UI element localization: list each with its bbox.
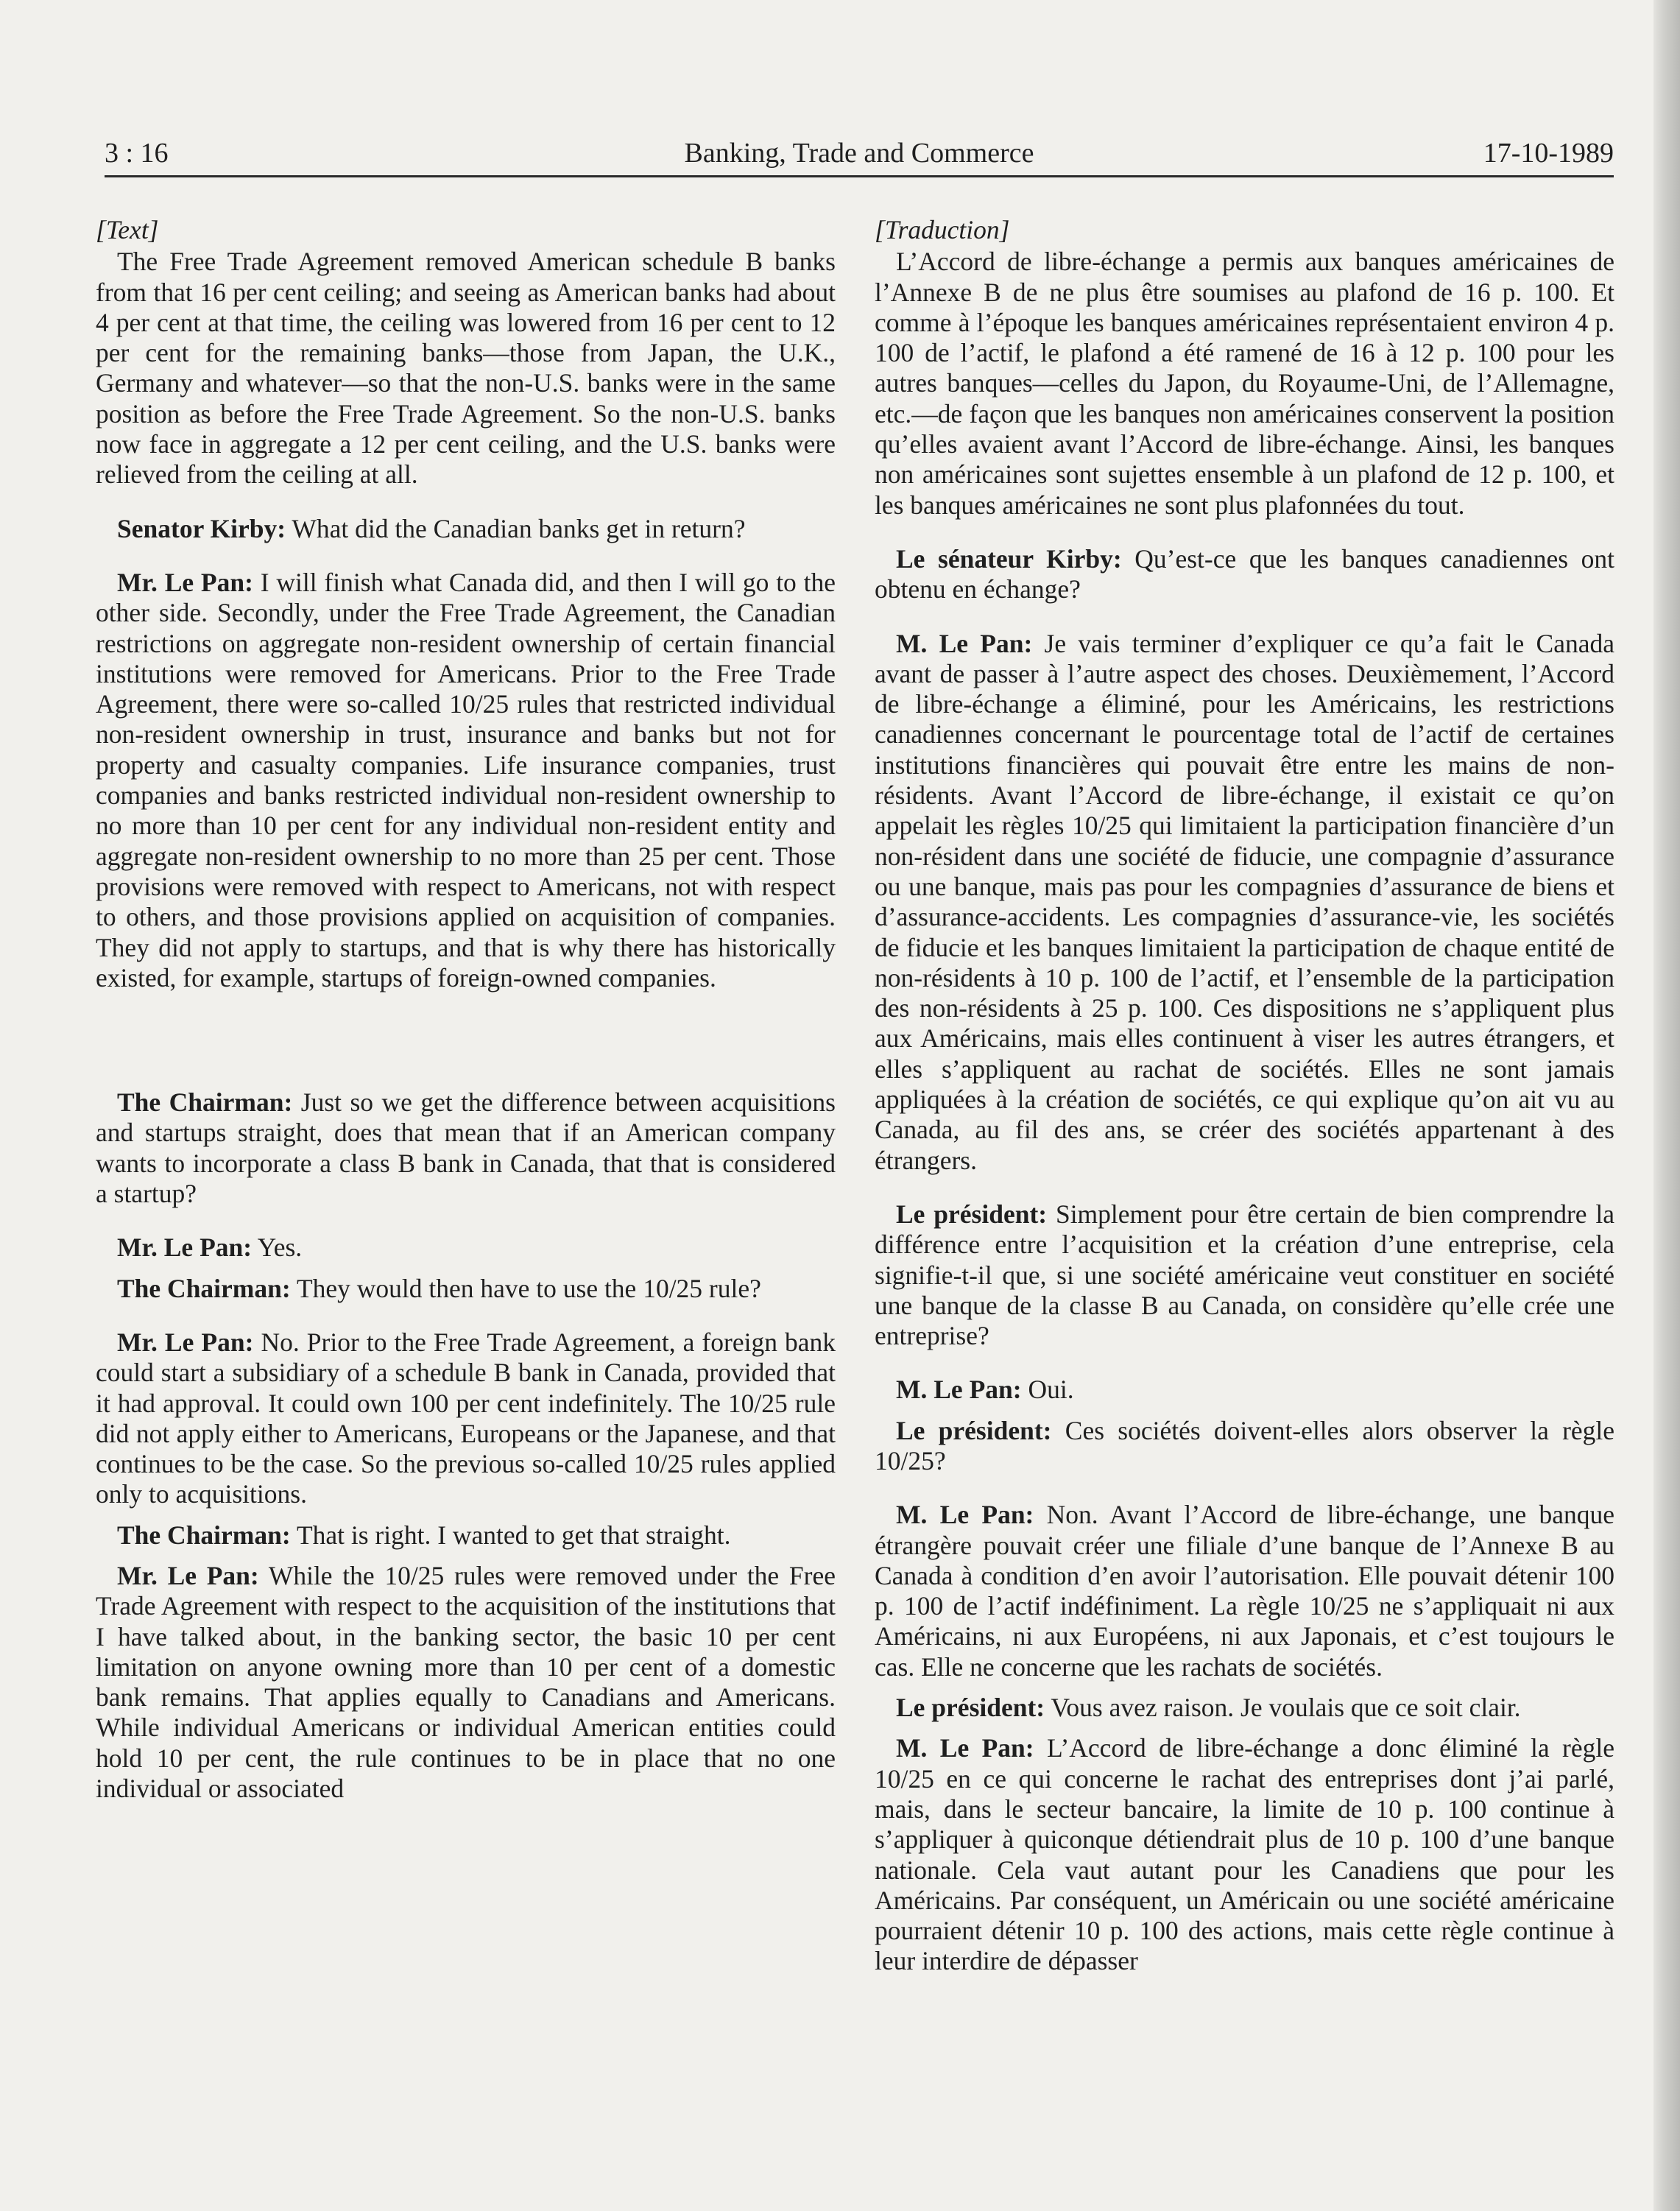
paragraph (875, 247, 1614, 521)
paragraph (96, 247, 836, 490)
paragraph (875, 1416, 1614, 1477)
paragraph (96, 568, 836, 993)
committee-title: Banking, Trade and Commerce (684, 138, 1034, 169)
header-rule (105, 175, 1614, 177)
paragraph-text: Vous avez raison. Je voulais que ce soit clair. (1051, 1693, 1521, 1723)
paragraph (875, 1733, 1614, 1976)
paragraph (96, 1087, 836, 1209)
paragraph-text: L’Accord de libre-échange a donc éliminé la règle 10/25 en ce qui concerne le rachat des entreprises dont j’ai parlé, mais, dans le secteur bancaire, la limite de 10 p. 100 continue à s’appliquer à quiconque détiendrait plus de 10 p. 100 d’une banque nationale. Cela vaut autant pour les Canadiens que pour les Américains. Par conséquent, un Américain ou une société américaine pourraient détenir 10 p. 100 des actions, mais cette règle continue à leur interdire de dépasser (875, 1733, 1614, 1976)
page-edge-shadow (1653, 0, 1680, 2211)
english-column (96, 215, 836, 1804)
speaker-name: The Chairman: (117, 1087, 293, 1118)
speaker-name: Mr. Le Pan: (117, 1560, 259, 1590)
paragraph (875, 544, 1614, 605)
paragraph-text: L’Accord de libre-échange a permis aux banques américaines de l’Annexe B de ne plus être soumises au plafond de 16 p. 100. Et comme à l’époque les banques américaines représentaient environ 4 p. 100 de l’actif, le plafond a été ramené de 16 à 12 p. 100 pour les autres banques—celles du Japon, du Royaume-Uni, de l’Allemagne, etc.—de façon que les banques non américaines conservent la position qu’elles avaient avant l’Accord de libre-échange. Ainsi, les banques non américaines sont sujettes ensemble à un plafond de 12 p. 100, et les banques américaines ne sont plus plafonnées du tout. (875, 247, 1614, 520)
paragraph (96, 1233, 836, 1263)
paragraph (96, 1274, 836, 1304)
paragraph-text: Ces sociétés doivent-elles alors observer la règle 10/25? (875, 1415, 1615, 1475)
page-number: 3 : 16 (105, 138, 169, 169)
french-column (875, 215, 1614, 1977)
speaker-name: The Chairman: (117, 1520, 291, 1550)
paragraph-text: They would then have to use the 10/25 rule? (296, 1273, 761, 1303)
paragraph-text: Je vais terminer d’expliquer ce qu’a fait le Canada avant de passer à l’autre aspect des choses. Deuxièmement, l’Accord de libre-échange a éliminé, pour les Américains, les restrictions canadiennes concernant le pourcentage total de l’actif de certaines institutions financières qui pouvait être entre les mains de non-résidents. Avant l’Accord de libre-échange, il existait ce qu’on appelait les règles 10/25 qui limitaient la participation financière d’un non-résident dans une société de fiducie, une compagnie d’assurance ou une banque, mais pas pour les compagnies d’assurance de biens et d’assurance-accidents. Les compagnies d’assurance-vie, les sociétés de fiducie et les banques limitaient la participation de chaque entité de non-résidents à 10 p. 100 de l’actif, et l’ensemble de la participation des non-résidents à 25 p. 100. Ces dispositions ne s’appliquent plus aux Américains, mais elles continuent à viser les autres étrangers, et elles s’appliquent au rachat de sociétés. Elles ne sont jamais appliquées à la création de sociétés, ce qui explique qu’on ait vu au Canada, au fil des ans, se créer des sociétés appartenant à des étrangers. (875, 628, 1614, 1175)
speaker-name: Senator Kirby: (117, 513, 286, 543)
paragraph (875, 1693, 1614, 1723)
paragraph-text: Qu’est-ce que les banques canadiennes ont obtenu en échange? (875, 543, 1614, 604)
speaker-name: Le président: (896, 1415, 1052, 1445)
paragraph-text: That is right. I wanted to get that straight. (296, 1520, 731, 1550)
paragraph-text: I will finish what Canada did, and then I will go to the other side. Secondly, under the Free Trade Agreement, the Canadian restrictions on aggregate non-resident ownership of certain financial institutions were removed for Americans. Prior to the Free Trade Agreement, there were so-called 10/25 rules that restricted individual non-resident ownership in trust, insurance and banks but not for property and casualty companies. Life insurance companies, trust companies and banks restricted individual non-resident ownership to no more than 10 per cent for any individual non-resident entity and aggregate non-resident ownership to no more than 25 per cent. Those provisions were removed with respect to Americans, not with respect to others, and those provisions applied on acquisition of companies. They did not apply to startups, and that is why there has historically existed, for example, startups of foreign-owned companies. (96, 567, 836, 992)
paragraph-text: No. Prior to the Free Trade Agreement, a foreign bank could start a subsidiary of a schedule B bank in Canada, provided that it had approval. It could own 100 per cent indefinitely. The 10/25 rule did not apply either to Americans, Europeans or the Japanese, and that continues to be the case. So the previous so-called 10/25 rules applied only to acquisitions. (96, 1327, 836, 1509)
paragraph (875, 1500, 1614, 1682)
paragraph (96, 1520, 836, 1551)
paragraph-text: Simplement pour être certain de bien comprendre la différence entre l’acquisition et la création d’une entreprise, cela signifie-t-il que, si une société américaine veut constituer en société une banque de la classe B au Canada, on considère qu’elle crée une entreprise? (875, 1199, 1615, 1351)
paragraph (96, 1561, 836, 1804)
speaker-name: Mr. Le Pan: (117, 567, 253, 597)
session-date: 17-10-1989 (1483, 138, 1614, 169)
paragraph-text: The Free Trade Agreement removed American schedule B banks from that 16 per cent ceiling; and seeing as American banks had about 4 per cent at that time, the ceiling was lowered from 16 per cent to 12 per cent for the remaining banks—those from Japan, the U.K., Germany and whatever—so that the non-U.S. banks were in the same position as before the Free Trade Agreement. So the non-U.S. banks now face in aggregate a 12 per cent ceiling, and the U.S. banks were relieved from the ceiling at all. (96, 247, 836, 490)
paragraph (875, 629, 1614, 1176)
speaker-name: M. Le Pan: (896, 628, 1033, 658)
column-tag: [Traduction] (875, 215, 1010, 244)
speaker-name: M. Le Pan: (896, 1375, 1022, 1405)
speaker-name: Le président: (896, 1693, 1045, 1723)
speaker-name: Le sénateur Kirby: (896, 543, 1122, 574)
paragraph-text: Just so we get the difference between acquisitions and startups straight, does that mean that if an American company wants to incorporate a class B bank in Canada, that that is considered a startup? (96, 1087, 836, 1209)
paragraph (875, 1375, 1614, 1405)
paragraph-text: Non. Avant l’Accord de libre-échange, une banque étrangère pouvait créer une filiale d’une banque de l’Annexe B au Canada à condition d’en avoir l’autorisation. Elle pouvait détenir 100 p. 100 de l’actif indéfiniment. La règle 10/25 ne s’appliquait ni aux Américains, ni aux Européens, ni aux Japonais, et c’est toujours le cas. Elle ne concerne que les rachats de sociétés. (875, 1500, 1614, 1682)
speaker-name: The Chairman: (117, 1273, 291, 1303)
paragraph (875, 1199, 1614, 1351)
speaker-name: M. Le Pan: (896, 1733, 1034, 1763)
column-tag: [Text] (96, 215, 159, 244)
speaker-name: M. Le Pan: (896, 1500, 1034, 1530)
paragraph (96, 514, 836, 544)
page-header (105, 133, 1614, 174)
speaker-name: Mr. Le Pan: (117, 1233, 253, 1263)
paragraph-text: Oui. (1028, 1375, 1074, 1405)
paragraph-text: What did the Canadian banks get in return? (292, 513, 746, 543)
speaker-name: Le président: (896, 1199, 1048, 1229)
paragraph-text: Yes. (257, 1233, 303, 1263)
paragraph (96, 1327, 836, 1510)
speaker-name: Mr. Le Pan: (117, 1327, 254, 1357)
paragraph-text: While the 10/25 rules were removed under the Free Trade Agreement with respect to the acquisition of the institutions that I have talked about, in the banking sector, the basic 10 per cent limitation on anyone owning more than 10 per cent of a domestic bank remains. That applies equally to Canadians and Americans. While individual Americans or individual American entities could hold 10 per cent, the rule continues to be in place that no one individual or associated (96, 1560, 836, 1804)
